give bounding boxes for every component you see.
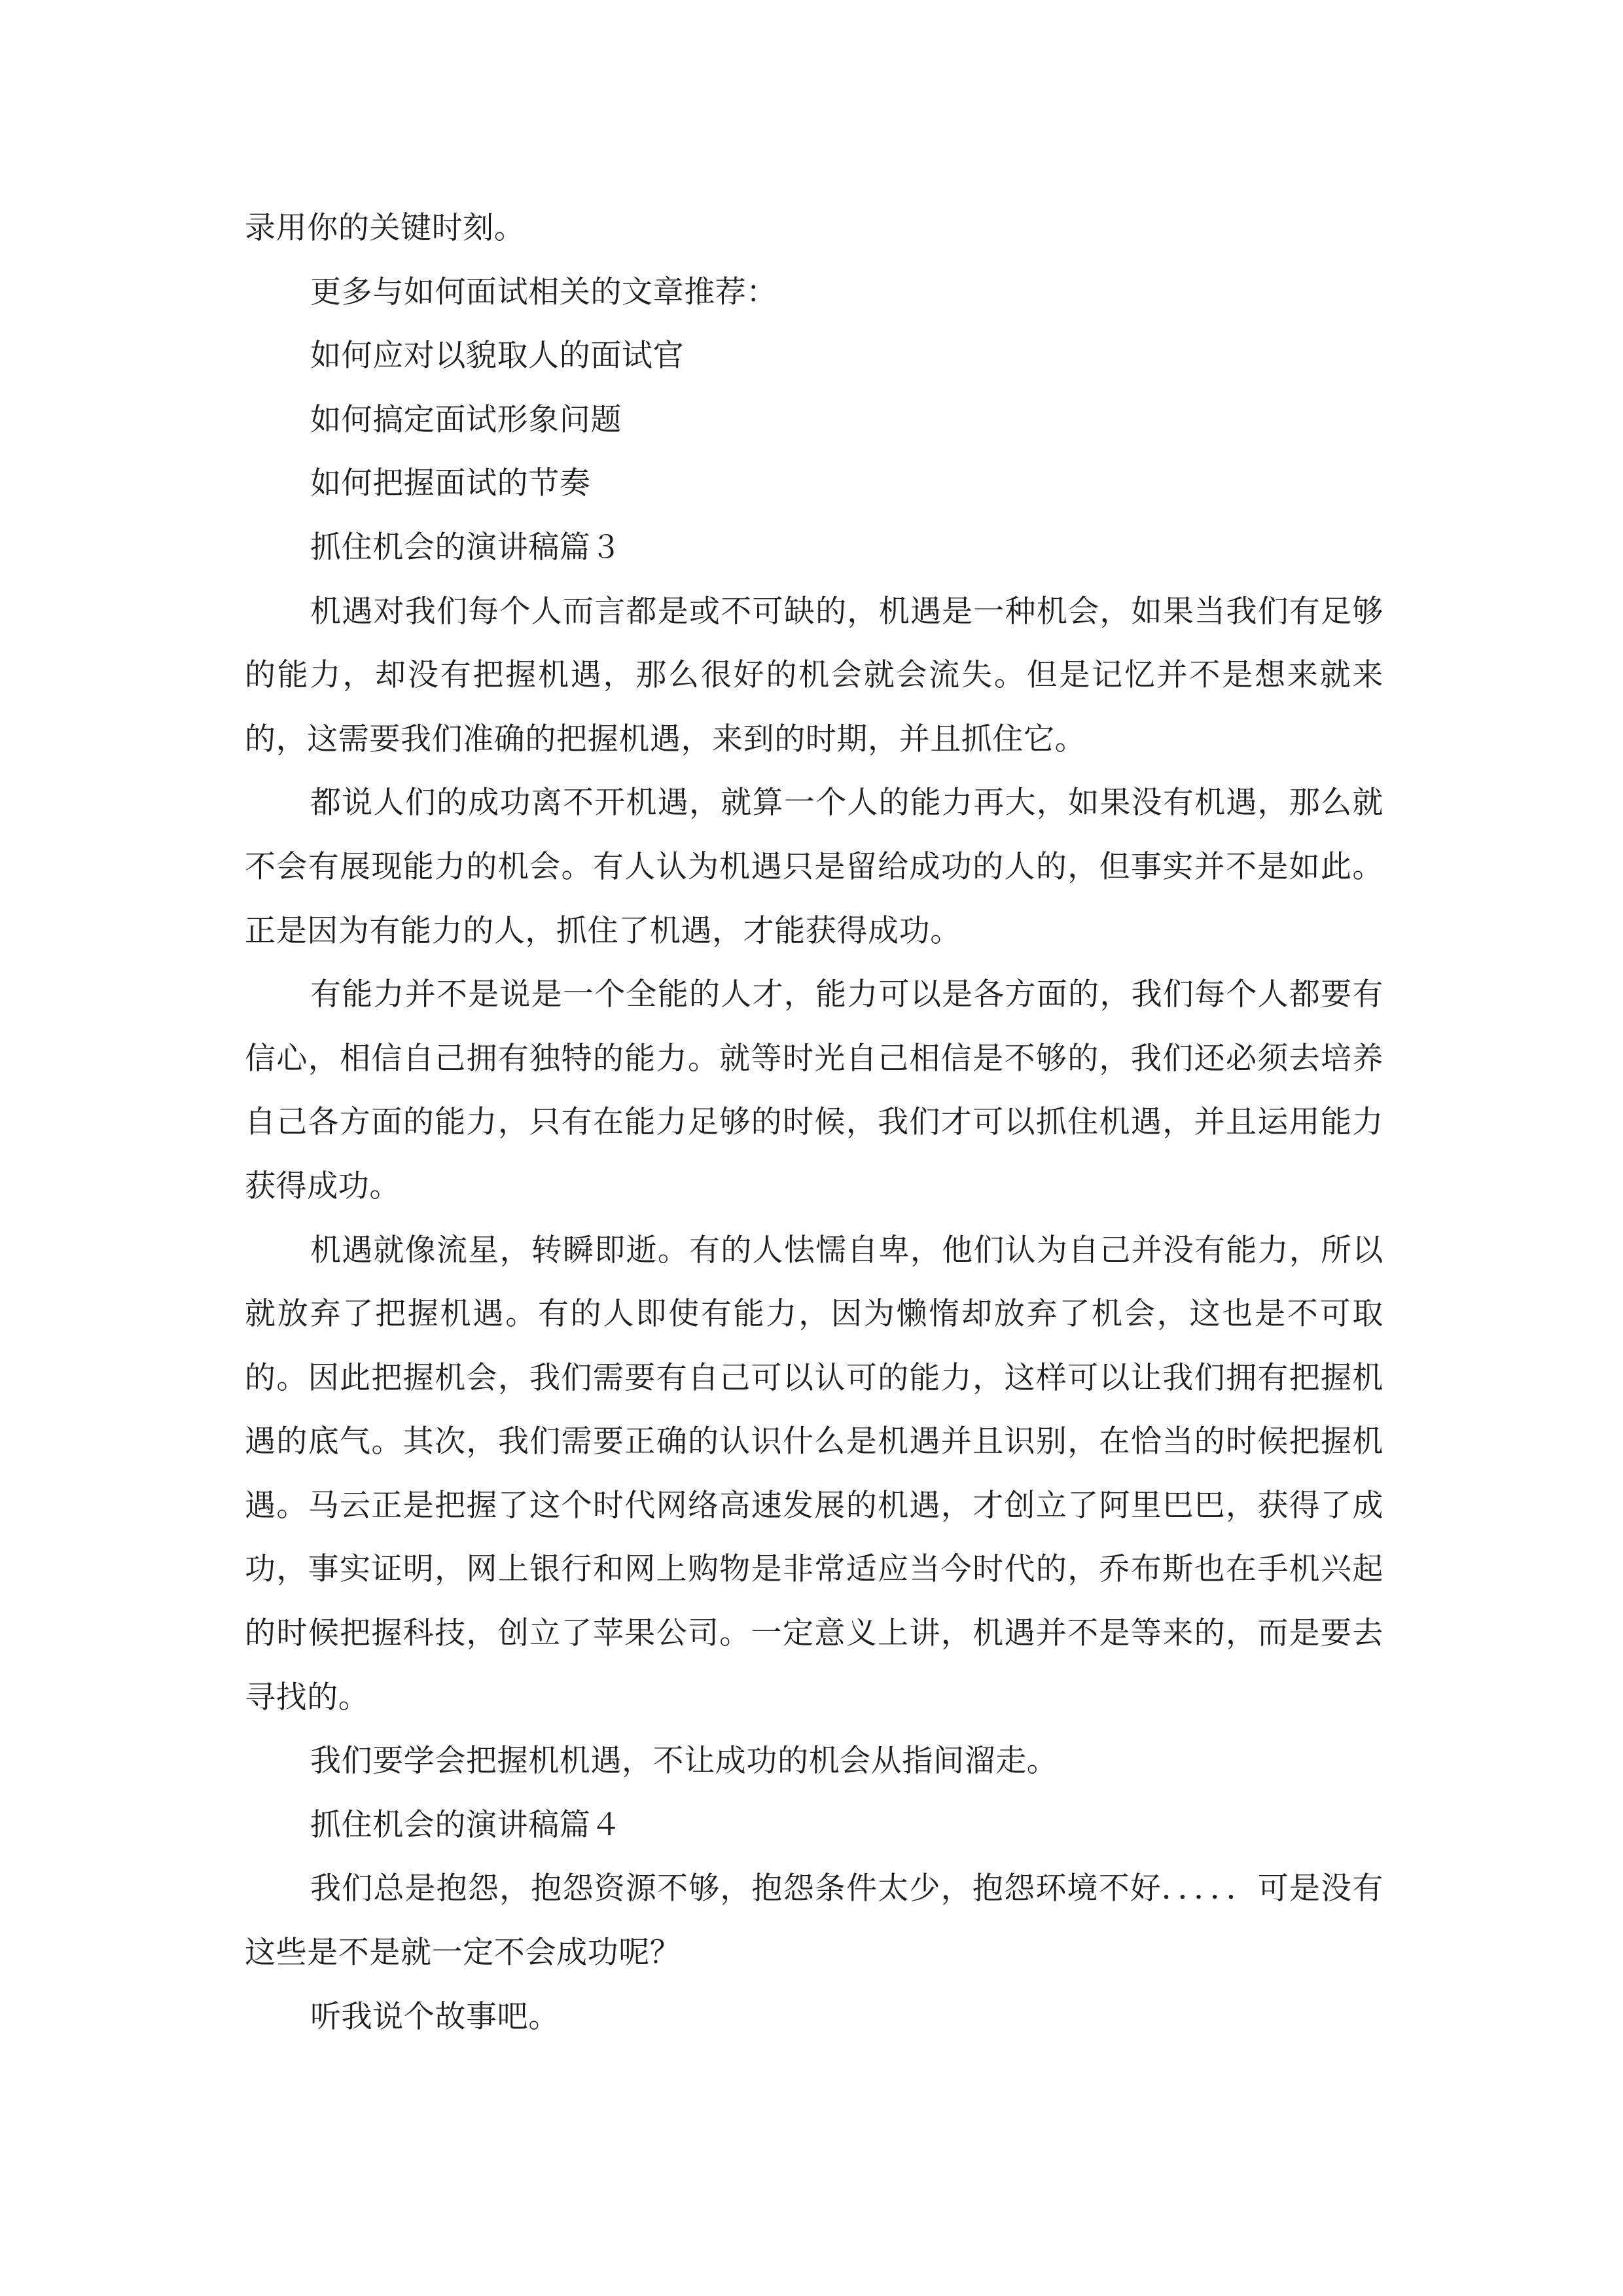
related-article-item: 如何搞定面试形象问题 <box>310 401 622 438</box>
body-paragraph: 有能力并不是说是一个全能的人才，能力可以是各方面的，我们每个人都要有信心，相信自己拥有独特的能力。就等时光自己相信是不够的，我们还必须去培养自己各方面的能力，只有在能力足够的时候，我们才可以抓住机遇，并且运用能力获得成功。 <box>245 977 1383 1204</box>
body-paragraph: 都说人们的成功离不开机遇，就算一个人的能力再大，如果没有机遇，那么就不会有展现能力的机会。有人认为机遇只是留给成功的人的，但事实并不是如此。正是因为有能力的人，抓住了机遇，才能获得成功。 <box>245 785 1383 949</box>
section-heading: 抓住机会的演讲稿篇３ <box>310 529 622 565</box>
body-paragraph: 我们总是抱怨，抱怨资源不够，抱怨条件太少，抱怨环境不好．．．．．可是没有这些是不是就一定不会成功呢？ <box>245 1871 1383 1971</box>
body-paragraph: 我们要学会把握机机遇，不让成功的机会从指间溜走。 <box>310 1743 1058 1780</box>
paragraph-continuation: 录用你的关键时刻。 <box>245 210 526 246</box>
related-articles-heading: 更多与如何面试相关的文章推荐： <box>310 274 777 310</box>
body-paragraph: 机遇就像流星，转瞬即逝。有的人怯懦自卑，他们认为自己并没有能力，所以就放弃了把握机遇。有的人即使有能力，因为懒惰却放弃了机会，这也是不可取的。因此把握机会，我们需要有自己可以认可的能力，这样可以让我们拥有把握机遇的底气。其次，我们需要正确的认识什么是机遇并且识别，在恰当的时候把握机遇。马云正是把握了这个时代网络高速发展的机遇，才创立了阿里巴巴，获得了成功，事实证明，网上银行和网上购物是非常适应当今时代的，乔布斯也在手机兴起的时候把握科技，创立了苹果公司。一定意义上讲，机遇并不是等来的，而是要去寻找的。 <box>245 1232 1383 1715</box>
document-body <box>245 196 1383 2049</box>
related-article-item: 如何把握面试的节奏 <box>310 465 591 502</box>
related-article-item: 如何应对以貌取人的面试官 <box>310 338 685 374</box>
body-paragraph: 机遇对我们每个人而言都是或不可缺的，机遇是一种机会，如果当我们有足够的能力，却没有把握机遇，那么很好的机会就会流失。但是记忆并不是想来就来的，这需要我们准确的把握机遇，来到的时期，并且抓住它。 <box>245 593 1383 757</box>
body-paragraph: 听我说个故事吧。 <box>310 1998 560 2035</box>
section-heading: 抓住机会的演讲稿篇４ <box>310 1806 622 1843</box>
